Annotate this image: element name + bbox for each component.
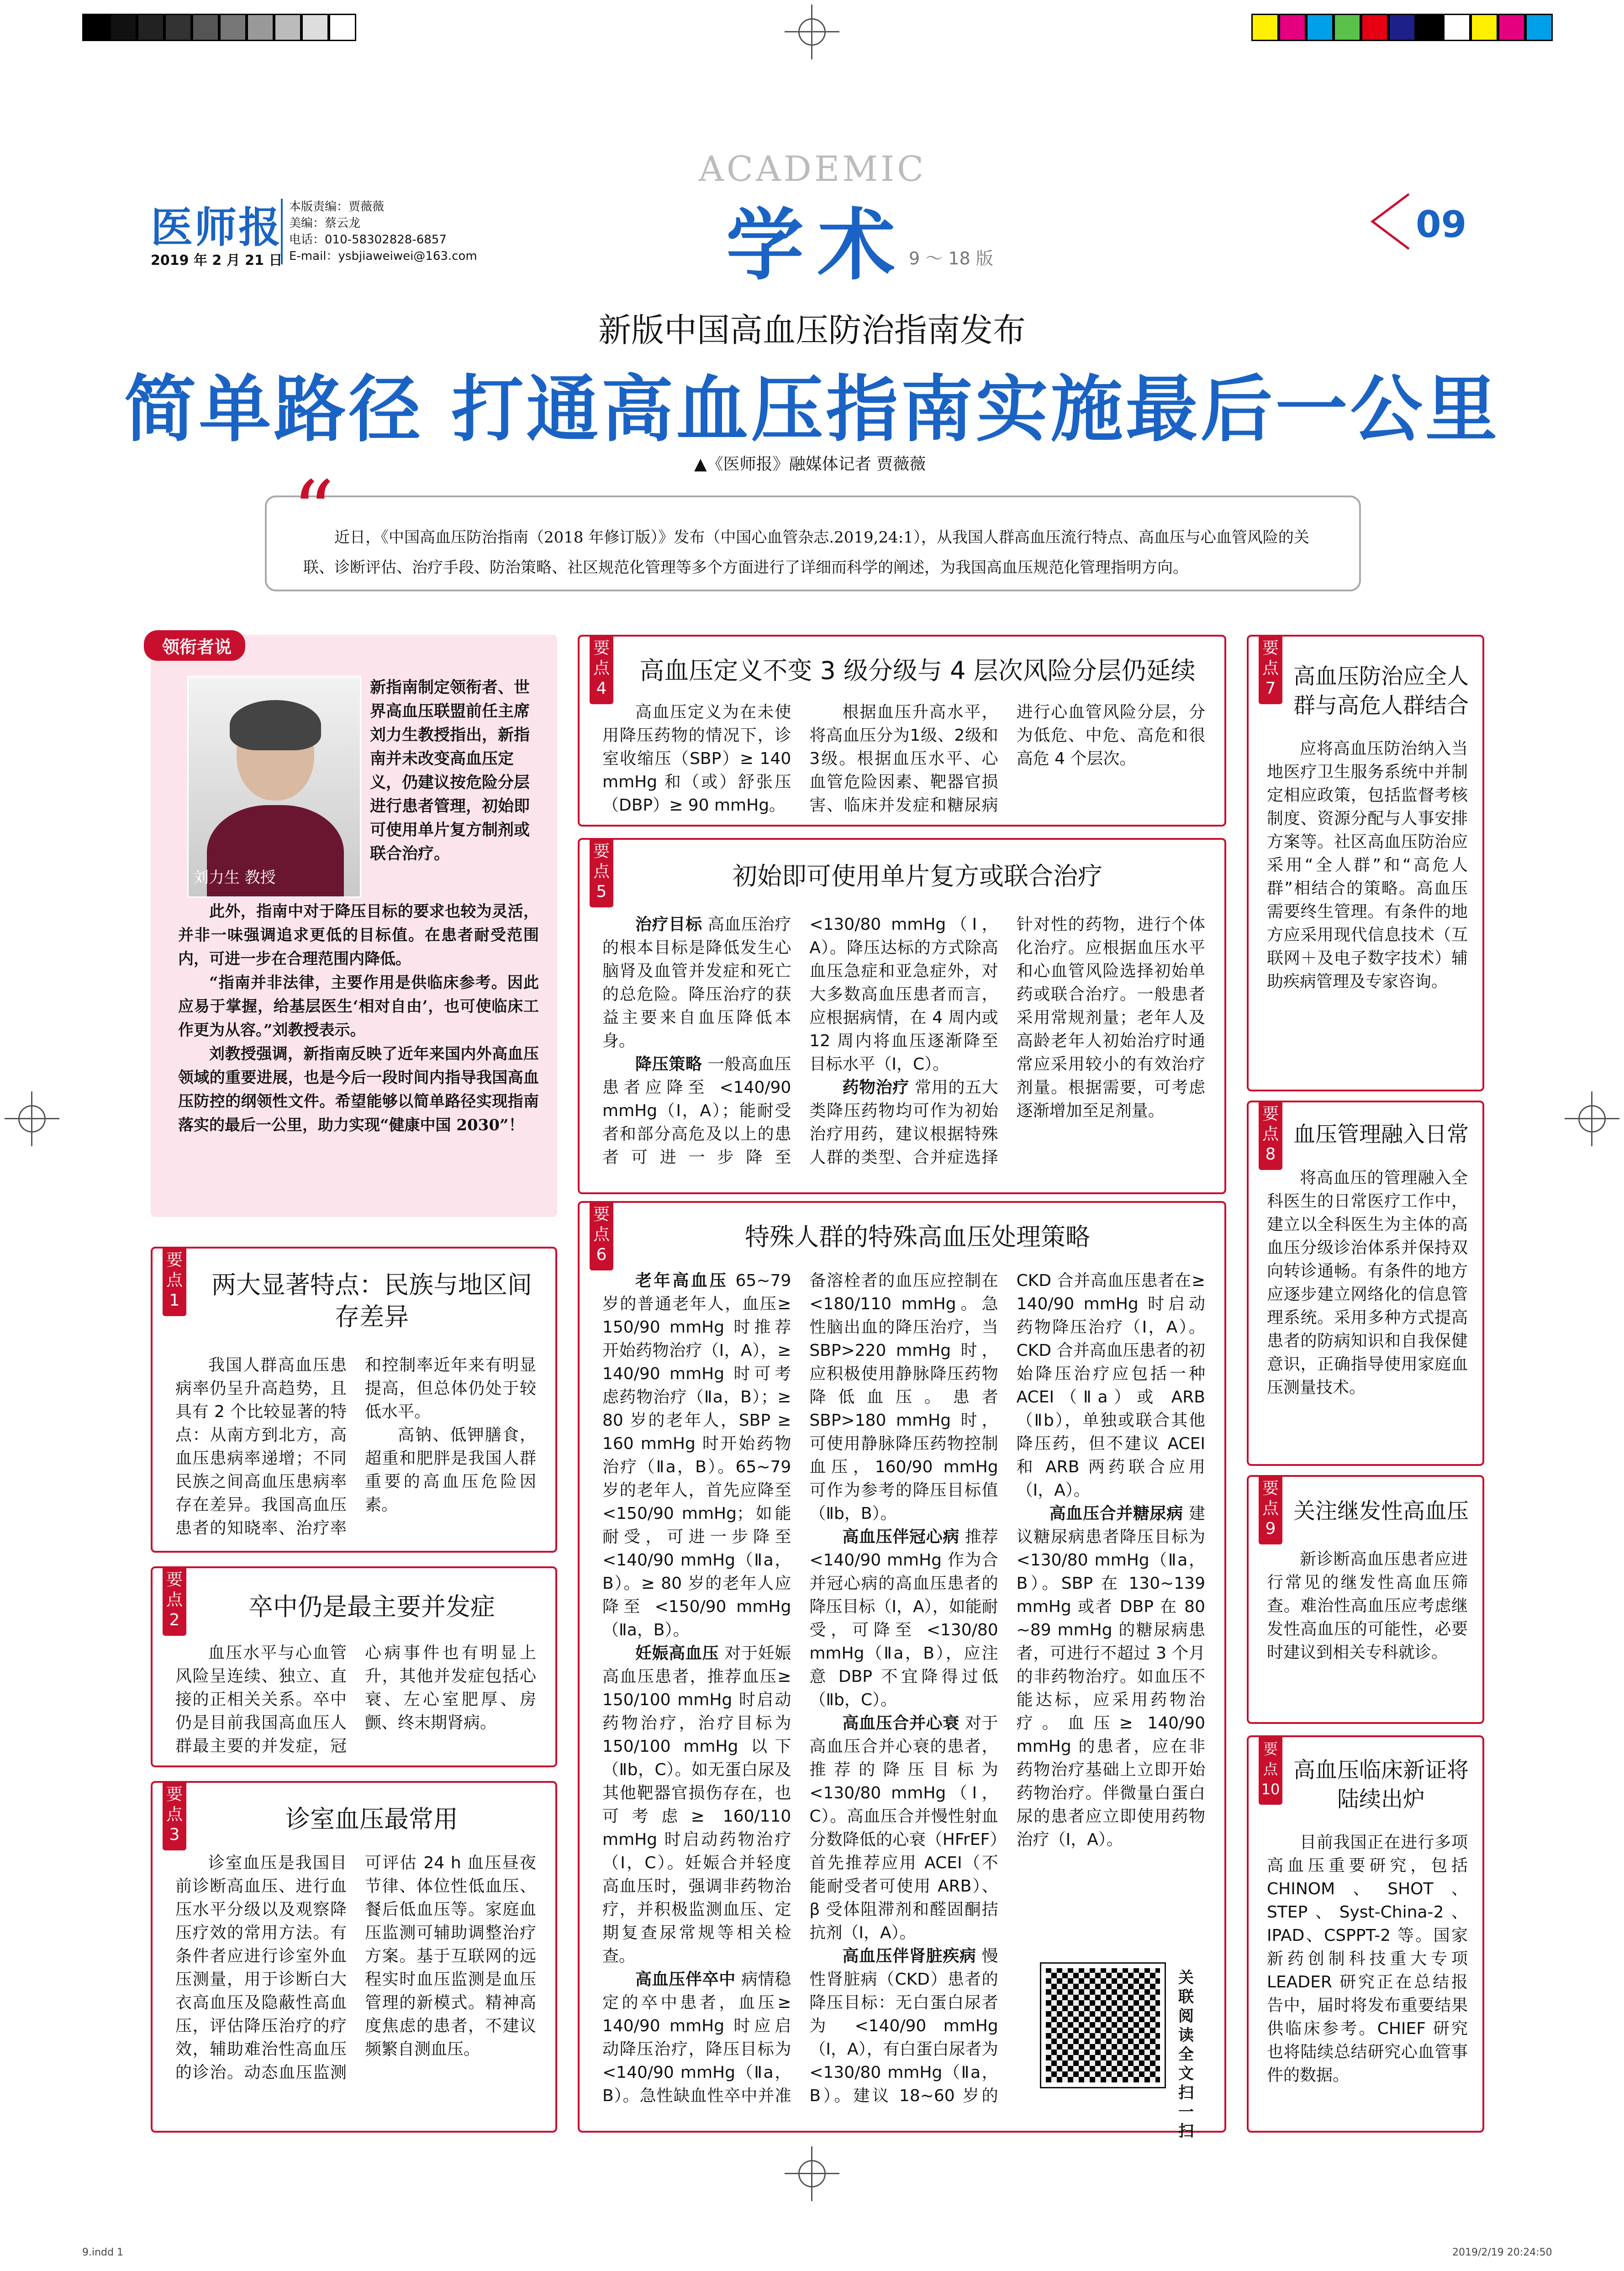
point-3-box [151,1781,557,2133]
point-9-box [1247,1475,1484,1724]
crosshair-mark [5,1091,59,1146]
point-tag: 要点8 [1259,1101,1282,1170]
point-title: 诊室血压最常用 [285,1805,458,1834]
point-body [602,701,1205,817]
point-paragraph: 常用的五大类降压药物均可作为初始治疗用药，建议根据特殊人群的类型、合并症选择针对性的药物，进行个体化治疗。应根据血压水平和心血管风险选择初始单药或联合治疗。一般患者采用常规剂量；老年人及高龄老年人初始治疗时通常应采用较小的有效治疗剂量。根据需要，可考虑逐渐增加至足剂量。 [809,915,1205,1167]
point-paragraph: 根据血压升高水平，将高血压分为1级、2级和3级。根据血压水平、心血管危险因素、靶器官损害、临床并发症和糖尿病进行心血管风险分层，分为低危、中危、高危和很高危 4 个层次。 [809,703,1205,815]
subhead: 高血压伴卒中 [635,1970,736,1989]
point-tag: 要点10 [1259,1735,1282,1805]
subhead: 药物治疗 [842,1078,909,1097]
issue-date: 2019 年 2 月 21 日 [151,253,283,269]
point-tag: 要点9 [1259,1475,1282,1544]
lead-tag: 领衔者说 [144,630,245,661]
byline: ▲《医师报》融媒体记者 贾薇薇 [694,455,926,474]
subhead: 妊娠高血压 [635,1644,719,1663]
point-paragraph: 高血压治疗的根本目标是降低发生心脑肾及血管并发症和死亡的总危险。降压治疗的获益主要来自血压降低本身。 [602,915,791,1050]
crosshair-mark [1565,1091,1619,1146]
subhead: 高血压合并心衰 [842,1714,960,1733]
phone-line: 电话：010-58302828-6857 [289,233,447,247]
qr-caption: 关联阅读全文 扫一扫 [1178,1969,1194,2140]
point-paragraph: 血压水平与心血管风险呈连续、独立、直接的正相关关系。卒中仍是目前我国高血压人群最主要的并发症，冠心病事件也有明显上升，其他并发症包括心衰、左心室肥厚、房颤、终末期肾病。 [175,1644,536,1755]
point-paragraph: 慢性肾脏病（CKD）患者的降压目标：无白蛋白尿者为 <140/90 mmHg（Ⅰ，A），有白蛋白尿者为 <130/80 mmHg（Ⅱa，B）。建议 18~60 岁的 CKD 合并高血压患者在≥ 140/90 mmHg 时启动药物降压治疗（Ⅰ，A）。CKD 合并高血压患者的初始降压治疗应包括一种 ACEI（Ⅱa）或 ARB（Ⅱb），单独或联合其他降压药，但不建议 ACEI 和 ARB 两药联合应用（Ⅰ，A）。 [809,1271,1205,2105]
point-title: 血压管理融入日常 [1293,1122,1469,1147]
subhead: 高血压伴肾脏疾病 [842,1947,976,1965]
point-tag: 要点4 [590,635,613,704]
point-tag: 要点1 [163,1247,186,1316]
point-10-box [1247,1735,1484,2133]
portrait-photo [187,676,361,898]
point-title: 高血压防治应全人群与高危人群结合 [1293,664,1469,718]
subhead: 老年高血压 [635,1271,728,1290]
subhead: 高血压合并糖尿病 [1049,1504,1183,1523]
quote-mark-icon: “ [292,464,335,559]
point-tag: 要点2 [163,1566,186,1636]
lead-paragraph: 此外，指南中对于降压目标的要求也较为灵活，并非一味强调追求更低的目标值。在患者耐受范围内，可进一步在合理范围内降低。 [178,902,539,968]
point-paragraph: 高血压定义为在未使用降压药物的情况下，诊室收缩压（SBP）≥ 140 mmHg 和（或）舒张压（DBP）≥ 90 mmHg。 [602,703,791,815]
point-paragraph: 推荐 <140/90 mmHg 作为合并冠心病的高血压患者的降压目标（Ⅰ，A），如能耐受，可降至 <130/80 mmHg（Ⅱa，B），应注意 DBP 不宜降得过低（Ⅱb，C）。 [809,1528,998,1709]
point-1-box [151,1247,557,1553]
registration-bar-left [82,14,356,41]
masthead-logo: 医师报 [151,203,283,252]
point-title: 卒中仍是最主要并发症 [248,1592,495,1621]
lead-body [178,900,539,1137]
photo-caption: 刘力生 教授 [193,869,276,887]
point-body [1267,1831,1468,2087]
point-body [175,1354,536,1540]
page-number: 09 [1416,203,1467,246]
registration-bar-color [1251,14,1553,41]
page-range: 9 ～ 18 版 [909,248,993,269]
point-paragraph: 应将高血压防治纳入当地医疗卫生服务系统中并制定相应政策，包括监督考核制度、资源分配与人事安排方案等。社区高血压防治应采用“全人群”和“高危人群”相结合的策略。高血压需要终生管理。有条件的地方应采用现代信息技术（互联网＋及电子数字技术）辅助疾病管理及专家咨询。 [1267,739,1468,991]
point-tag: 要点3 [163,1781,186,1850]
qr-code[interactable] [1041,1964,1165,2087]
footer-file: 9.indd 1 [82,2247,123,2258]
point-4-box [578,635,1226,827]
point-paragraph: 病情稳定的卒中患者，血压≥ 140/90 mmHg 时应启动降压治疗，降压目标为 <140/90 mmHg（Ⅱa，B）。急性缺血性卒中并准备溶栓者的血压应控制在 <180/110 mmHg。急性脑出血的降压治疗，当 SBP>220 mmHg 时，应积极使用静脉降压药物降低血压。患者 SBP>180 mmHg 时，可使用静脉降压药物控制血压，160/90 mmHg 可作为参考的降压目标值（Ⅱb，B）。 [602,1271,998,2105]
point-title: 初始即可使用单片复方或联合治疗 [733,862,1102,890]
footer-timestamp: 2019/2/19 20:24:50 [1452,2247,1552,2258]
email-line: E-mail：ysbjiaweiwei@163.com [289,249,477,263]
point-7-box [1247,635,1484,1091]
intro-text: 近日，《中国高血压防治指南（2018 年修订版）》发布（中国心血管杂志.2019,24:1），从我国人群高血压流行特点、高血压与心血管风险的关联、诊断评估、治疗手段、防治策略、社区规范化管理等多个方面进行了详细而科学的阐述，为我国高血压规范化管理指明方向。 [303,528,1309,577]
chevron-left-icon [1366,192,1416,251]
point-title: 两大显著特点：民族与地区间存差异 [211,1270,532,1331]
point-paragraph: 将高血压的管理融入全科医生的日常医疗工作中，建立以全科医生为主体的高血压分级诊治体系并保持双向转诊通畅。有条件的地方应逐步建立网络化的信息管理系统。采用多种方式提高患者的防病知识和自我保健意识，正确指导使用家庭血压测量技术。 [1267,1169,1468,1397]
point-title: 特殊人群的特殊高血压处理策略 [745,1222,1090,1251]
point-paragraph: 对于妊娠高血压患者，推荐血压≥ 150/100 mmHg 时启动药物治疗，治疗目标为 150/100 mmHg 以下（Ⅱb，C）。如无蛋白尿及其他靶器官损伤存在，也可考虑≥ 160/110 mmHg 时启动药物治疗（Ⅰ，C）。妊娠合并轻度高血压时，强调非药物治疗，并积极监测血压、定期复查尿常规等相关检查。 [602,1644,791,1965]
point-tag: 要点7 [1259,635,1282,704]
section-english: ACADEMIC [699,148,927,189]
point-paragraph: 诊室血压是我国目前诊断高血压、进行血压水平分级以及观察降压疗效的常用方法。有条件者应进行诊室外血压测量，用于诊断白大衣高血压及隐蔽性高血压，评估降压治疗的疗效，辅助难治性高血压的诊治。动态血压监测可评估 24 h 血压昼夜节律、体位性低血压、餐后低血压等。家庭血压监测可辅助调整治疗方案。基于互联网的远程实时血压监测是血压管理的新模式。精神高度焦虑的患者，不建议频繁自测血压。 [175,1854,536,2082]
point-paragraph: 我国人群高血压患病率仍呈升高趋势，且具有 2 个比较显著的特点：从南方到北方，高血压患病率递增；不同民族之间高血压患病率存在差异。我国高血压患者的知晓率、治疗率和控制率近年来有明显提高，但总体仍处于较低水平。 [175,1356,536,1538]
point-tag: 要点5 [590,838,613,907]
article-subtitle: 新版中国高血压防治指南发布 [598,311,1026,349]
point-paragraph: 65~79岁的普通老年人，血压≥ 150/90 mmHg 时推荐开始药物治疗（Ⅰ，A），≥ 140/90 mmHg 时可考虑药物治疗（Ⅱa，B）；≥ 80 岁的老年人，SBP ≥ 160 mmHg 时开始药物治疗（Ⅱa，B）。65~79 岁的老年人，首先应降至 <150/90 mmHg；如能耐受，可进一步降至 <140/90 mmHg（Ⅱa，B）。≥ 80 岁的老年人应降至 <150/90 mmHg（Ⅱa，B）。 [602,1271,791,1639]
lead-box [151,635,557,1217]
editor-line: 本版责编：贾薇薇 [289,200,385,214]
point-body [1267,1166,1468,1399]
point-paragraph: 建议糖尿病患者降压目标为 <130/80 mmHg（Ⅱa，B）。SBP 在 130~139 mmHg 或者 DBP 在 80 ~89 mmHg 的糖尿病患者，可进行不超过 3 个月的非药物治疗。如血压不能达标，应采用药物治疗。血压≥ 140/90 mmHg 的患者，应在非药物治疗基础上立即开始药物治疗。伴微量白蛋白尿的患者应立即使用药物治疗（Ⅰ，A）。 [1016,1504,1205,1849]
point-paragraph: 高钠、低钾膳食，超重和肥胖是我国人群重要的高血压危险因素。 [365,1426,536,1514]
point-body [602,913,1205,1169]
crosshair-mark [785,5,839,59]
section-title: 学术 [726,200,909,291]
point-paragraph: 对于高血压合并心衰的患者，推荐的降压目标为 <130/80 mmHg（Ⅰ，C）。高血压合并慢性射血分数降低的心衰（HFrEF）首先推荐应用 ACEI（不能耐受者可使用 ARB）、β 受体阻滞剂和醛固酮拮抗剂（Ⅰ，A）。 [809,1714,998,1942]
editor-info [281,199,477,264]
point-2-box [151,1566,557,1767]
designer-line: 美编：蔡云龙 [289,216,361,230]
point-title: 高血压定义不变 3 级分级与 4 层次风险分层仍延续 [639,656,1196,685]
crosshair-mark [785,2146,839,2201]
lead-side-text: 新指南制定领衔者、世界高血压联盟前任主席刘力生教授指出，新指南并未改变高血压定义，仍建议按危险分层进行患者管理，初始即可使用单片复方制剂或联合治疗。 [370,678,530,863]
point-body [1267,737,1468,993]
point-title: 高血压临床新证将陆续出炉 [1293,1757,1469,1812]
lead-paragraph: “指南并非法律，主要作用是供临床参考。因此应易于掌握，给基层医生‘相对自由’，也可使临床工作更为从容。”刘教授表示。 [178,974,539,1039]
point-paragraph: 新诊断高血压患者应进行常见的继发性高血压筛查。难治性高血压应考虑继发性高血压的可能性，必要时建议到相关专科就诊。 [1267,1550,1468,1662]
point-paragraph: 目前我国正在进行多项高血压重要研究，包括 CHINOM、SHOT、STEP、Syst-China-2、IPAD、CSPPT-2 等。国家新药创制科技重大专项 LEADER 研究正在总结报告中，届时将发布重要结果供临床参考。CHIEF 研究也将陆续总结研究心血管事件的数据。 [1267,1833,1468,2085]
intro-box [265,495,1361,591]
point-5-box [578,838,1226,1194]
subhead: 治疗目标 [635,915,702,934]
point-8-box [1247,1101,1484,1466]
point-title: 关注继发性高血压 [1293,1498,1469,1524]
point-body [1267,1548,1468,1664]
point-body [175,1641,536,1758]
point-paragraph: 一般高血压患者应降至 <140/90 mmHg（Ⅰ，A）；能耐受者和部分高危及以上的患者可进一步降至 <130/80 mmHg（Ⅰ，A）。降压达标的方式除高血压急症和亚急症外，对大多数高血压患者而言，应根据病情，在 4 周内或 12 周内将血压逐渐降至目标水平（Ⅰ，C）。 [602,915,998,1167]
point-body [175,1851,536,2084]
subhead: 降压策略 [635,1055,702,1074]
lead-paragraph: 刘教授强调，新指南反映了近年来国内外高血压领域的重要进展，也是今后一段时间内指导我国高血压防控的纲领性文件。希望能够以简单路径实现指南落实的最后一公里，助力实现“健康中国 2030”！ [178,1045,539,1134]
article-headline: 简单路径 打通高血压指南实施最后一公里 [124,368,1500,452]
subhead: 高血压伴冠心病 [842,1528,960,1546]
point-tag: 要点6 [590,1201,613,1270]
